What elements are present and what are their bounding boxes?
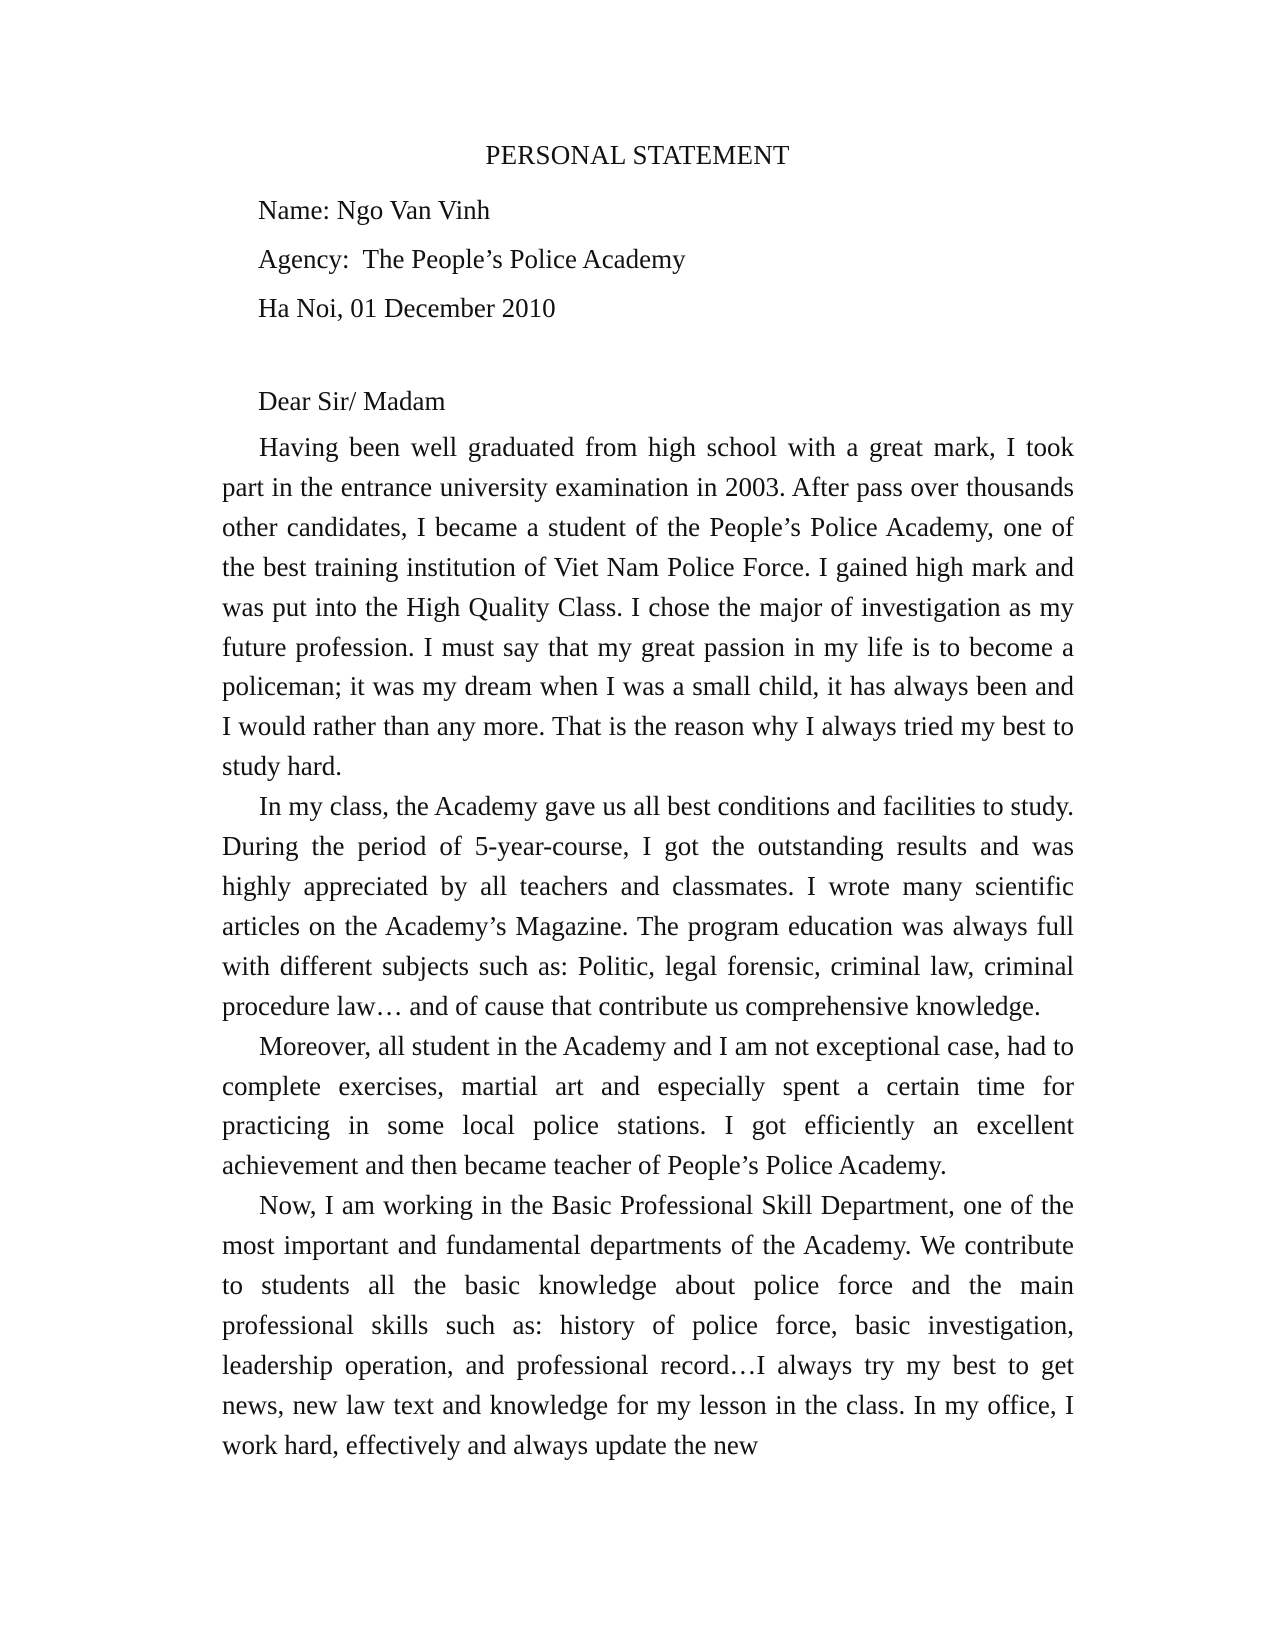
date-line: Ha Noi, 01 December 2010 xyxy=(258,293,556,323)
paragraph: Having been well graduated from high school with a great mark, I took part in the entrance university examination in 2003. After pass over thousands other candidates, I became a student of the People’s Police Academy, one of the best training institution of Viet Nam Police Force. I gained high mark and was put into the High Quality Class. I chose the major of investigation as my future profession. I must say that my great passion in my life is to become a policeman; it was my dream when I was a small child, it has always been and I would rather than any more. That is the reason why I always tried my best to study hard. xyxy=(222,432,1074,782)
name-line: Name: Ngo Van Vinh xyxy=(258,195,491,225)
paragraph: In my class, the Academy gave us all best conditions and facilities to study. During the period of 5-year-course, I got the outstanding results and was highly appreciated by all teachers and classmates. I wrote many scientific articles on the Academy’s Magazine. The program education was always full with different subjects such as: Politic, legal forensic, criminal law, criminal procedure law… and of cause that contribute us comprehensive knowledge. xyxy=(222,791,1074,1021)
salutation: Dear Sir/ Madam xyxy=(258,386,446,416)
header-block xyxy=(258,186,686,333)
paragraph: Moreover, all student in the Academy and I am not exceptional case, had to complete exercises, martial art and especially spent a certain time for practicing in some local police stations. I got efficiently an excellent achievement and then became teacher of People’s Police Academy. xyxy=(222,1030,1074,1181)
document-title: PERSONAL STATEMENT xyxy=(485,140,790,170)
body-text xyxy=(222,428,1074,1466)
paragraph: Now, I am working in the Basic Professional Skill Department, one of the most important and fundamental departments of the Academy. We contribute to students all the basic knowledge about police force and the main professional skills such as: history of police force, basic investigation, leadership operation, and professional record…I always try my best to get news, new law text and knowledge for my lesson in the class. In my office, I work hard, effectively and always update the new xyxy=(222,1190,1074,1460)
agency-line: Agency: The People’s Police Academy xyxy=(258,244,686,274)
